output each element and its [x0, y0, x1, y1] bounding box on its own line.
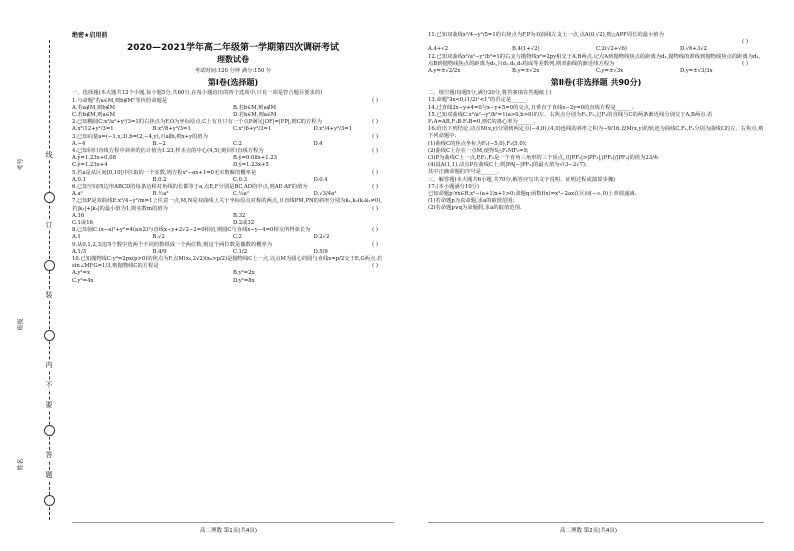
- option-a: A.a²: [72, 191, 83, 198]
- answer-paren: ( ): [372, 97, 378, 104]
- option-b: B.x²/8+y²/3=1: [152, 126, 191, 133]
- option-d: D.y²=8x: [233, 277, 255, 284]
- option-b: B.32: [233, 212, 246, 219]
- question-stem: 4.已知回归直线方程中斜率的估计值为1.23,样本点的中心(4,5),则回归直线方程为: [72, 147, 264, 154]
- option-d: D.x²/4+y²/3=1: [313, 126, 353, 133]
- option-c: C.y²=4x: [72, 277, 94, 284]
- option-c: C.1/2: [233, 248, 248, 255]
- option-a: A.1: [72, 234, 81, 241]
- option-b: B.4(1+√2): [512, 46, 540, 53]
- secret-mark: 绝密★启用前: [72, 32, 108, 39]
- option-c: C.y=±√3x: [596, 68, 624, 75]
- label-exam-number: 考号: [17, 158, 25, 171]
- option-a: A.−4: [72, 140, 86, 147]
- question-stem: 11.已知双曲线x²/4−y²/5=1的右焦点为F,P为双曲线左支上一点,点A(0,√2),则△APF周长的最小值为: [428, 32, 664, 38]
- option-c: C.1或16: [72, 220, 93, 226]
- answer-paren: ( ): [372, 183, 378, 190]
- footer-left: 高二理数 第1页(共4页): [200, 528, 258, 534]
- answer-paren: ( ): [372, 133, 378, 140]
- answer-paren: ( ): [372, 241, 378, 248]
- q17-line: 17.(本小题满分10分): [428, 183, 480, 190]
- question-stem: 6.已知空间四边形ABCD的每条边和对角线的长都等于a,点E,F分别是BC,AD的中点,则AE·AF的值为: [72, 183, 308, 190]
- option-d: D.5/9: [313, 248, 328, 255]
- footer-right: 高二理数 第2页(共4页): [560, 528, 618, 534]
- question-7: [72, 198, 394, 227]
- question-stem: 12.已知双曲线x²/a²−y²/b²=1的右支与抛物线x²=2py相交于A,B两点,记点A到抛物线焦点的距离为d₁,抛物线的准线到抛物线焦点的距离为d₂,点B到抛物线焦点的距离为d₃,且d₁,d₂,d₃构成等差数列,则双曲线的渐近线方程为: [428, 53, 761, 67]
- part1-title: 第Ⅰ卷(选择题): [207, 78, 259, 88]
- question-stem: 3.已知向量a=(−1,x,3),b=(2,−4,y),且a∥b,则x+y的值为: [72, 133, 208, 140]
- option-d: D.√3/4a²: [313, 191, 337, 198]
- answer-paren: ( ): [372, 119, 378, 126]
- fill-item: (3)P为曲线C上一点,P,F₁,F₂是一个直角三角形的三个顶点,且|PF₁|>|PF₂|,|PF₁|/|PF₂|的值为23/4;: [428, 154, 660, 161]
- option-a: A.0.1: [72, 176, 86, 183]
- solve-intro: 三、解答题(本大题共6小题,共70分,解答应写出文字说明、证明过程或演算步骤): [428, 176, 616, 183]
- seal-char-zhuang: 装: [42, 290, 56, 300]
- answer-paren: ( ): [372, 227, 378, 234]
- option-a: A.16: [72, 212, 85, 219]
- option-a: A.x²/12+y²/3=1: [72, 126, 114, 133]
- option-a: A.y²=x: [72, 270, 91, 277]
- option-d: D.2√2: [313, 234, 330, 241]
- question-list: [72, 98, 394, 285]
- option-b: B.4/9: [152, 248, 167, 255]
- question-12: [428, 54, 764, 76]
- question-stem: 5.若a是从区间[0,10]中任取的一个实数,则方程x²−ax+1=0无实数解的概率是: [72, 169, 257, 176]
- option-a: A.4+√2: [428, 46, 449, 53]
- option-c: C.若b∉M,则a∈M: [72, 111, 116, 118]
- option-c: C.¼a²: [233, 191, 249, 198]
- right-column: [428, 32, 764, 213]
- binding-strip: [0, 0, 66, 551]
- q17-line: 已知命题p:∀x∈R,x²−(a+1)x+1>0;命题q:函数f(x)=x²−2ax在区间(−∞,0)上单调递减.: [428, 190, 637, 197]
- option-b: B.若b∈M,则a∉M: [233, 104, 277, 111]
- fill-item: 14.过直线2x−y+4=0与x−y+5=0的交点,且垂直于直线x−2y=0的直线方程是______.: [428, 104, 634, 111]
- seal-circle-2: [44, 260, 55, 271]
- answer-paren: ( ): [372, 169, 378, 176]
- option-d: D.若b∈M,则a∈M: [233, 111, 277, 118]
- warn-char-3: 要: [42, 400, 56, 410]
- answer-paren: ( ): [372, 205, 378, 212]
- footer-rule-left: [72, 522, 394, 523]
- fill-item: (1)曲线C的焦点坐标为F₁(−5,0),F₂(5,0);: [428, 140, 527, 147]
- option-d: D.y=±√3/3x: [680, 68, 713, 75]
- seal-circle-1: [44, 192, 55, 203]
- question-17: [428, 184, 764, 213]
- option-b: B.½a²: [152, 191, 169, 198]
- question-3: [72, 134, 394, 148]
- warn-char-5: 题: [42, 470, 56, 480]
- question-2: [72, 119, 394, 133]
- label-class: 班级: [17, 318, 25, 331]
- question-6: [72, 184, 394, 198]
- answer-paren: ( ): [372, 263, 378, 270]
- option-b: B.√2: [152, 234, 165, 241]
- warn-char-4: 答: [42, 450, 56, 460]
- fill-list: [428, 97, 764, 176]
- question-4: [72, 148, 394, 170]
- option-c: C.2: [233, 140, 242, 147]
- option-b: B.ŷ=0.08x+1.23: [233, 155, 278, 162]
- option-b: B.0.2: [152, 176, 167, 183]
- option-a: A.ŷ=1.23x+0.08: [72, 155, 116, 162]
- answer-paren: ( ): [742, 60, 748, 67]
- option-d: D.√6+3√2: [680, 46, 708, 53]
- left-column: [72, 32, 394, 285]
- question-stem: 9.从0,1,2,3这四个数中选两个不同的数组成一个两位数,则这个两位数是偶数的概率为: [72, 241, 273, 248]
- option-d: D.2或32: [233, 220, 255, 226]
- fill-item: 16.给出下列结论,动点M(x,y)分别到两定点(−4,0),(4,0)连线的斜率之积为−9/16,设M(x,y)的轨迹为曲线C,F₁,F₂分别为曲线C的左、右焦点,则下列命题中:: [428, 126, 764, 140]
- question-10: [72, 256, 394, 285]
- option-c: C.x²/6+y²/3=1: [233, 126, 272, 133]
- question-5: [72, 170, 394, 184]
- option-a: A.若a∉M,则b∉M: [72, 104, 116, 111]
- fill-item: (2)曲线C上存在一点M,使得S△F₁MF₂=9;: [428, 147, 529, 154]
- seal-circle-3: [44, 330, 55, 341]
- option-c: C.0.3: [233, 176, 247, 183]
- question-stem: 10.已知抛物线C:y²=2px(p>0)的焦点为F,点M(x₀,2√2)(x₀>p/2)是抛物线C上一点,以点M为圆心的圆与直线x=p/2交于E,G两点,若sin∠MFG=1/3,则抛物线C的方程是: [72, 256, 383, 270]
- option-b: B.−2: [152, 140, 166, 147]
- part2-title: 第Ⅱ卷(非选择题 共90分): [550, 78, 642, 88]
- question-9: [72, 242, 394, 256]
- warn-char-2: 不: [42, 380, 56, 390]
- part1-intro: 一、选择题(本大题共12个小题,每小题5分,共60分,在每小题给出的四个选项中,只有一项是符合题目要求的): [72, 90, 323, 97]
- fill-item: 其中正确命题的序号是______.: [428, 169, 499, 176]
- fill-intro: 二、填空题(每题5分,满分20分,将答案填在答题纸上): [428, 90, 552, 97]
- question-stem: 8.已知圆C:(x−a)²+y²=4(a≥2)与直线x−y+2√2−2=0相切,则圆C与直线x−y−4=0相交所得弦长为: [72, 227, 311, 234]
- exam-subject: 理数试卷: [217, 55, 249, 65]
- question-stem: 2.已知椭圆C:x²/a²+y²/3=1的右焦点为F,O为坐标原点,C上有且只有一个点P满足|OF|=|FP|,则C的方程为: [72, 119, 322, 126]
- fill-item: 15.已知双曲线C:x²/a²−y²/b²=1(a>0,b>0)的左、右焦点分别为F₁,F₂,过F₁的直线与C的两条渐近线分别交于A,B两点.若F₁A=AB,F₁B·F₂B=0,则C的离心率为______.: [428, 111, 713, 125]
- option-d: D.0.4: [313, 176, 328, 183]
- answer-paren: ( ): [742, 39, 748, 46]
- option-a: A.y=±√2/2x: [428, 68, 461, 75]
- option-c: C.ŷ=1.23x+4: [72, 162, 108, 169]
- exam-meta: 考试时间:120 分钟 满分:150 分: [194, 68, 272, 75]
- warn-char-1: 内: [42, 360, 56, 370]
- q17-line: (1)若命题p为真命题,求a的取值范围;: [428, 198, 515, 205]
- option-b: B.y²=2x: [233, 270, 255, 277]
- option-d: D.4: [313, 140, 323, 147]
- seal-char-xian: 线: [42, 150, 56, 160]
- fill-item: (4)设A(1,1),动点P在曲线C上,则|PA|−|PF₁|的最大值为√(3−2√7);: [428, 162, 587, 169]
- q17-line: (2)若命题p∨q为命题假,求a的取值范围.: [428, 205, 522, 212]
- option-d: D.ŷ=1.23x+5: [233, 162, 269, 169]
- exam-title: 2020—2021学年高二年级第一学期第四次调研考试: [126, 43, 340, 54]
- seal-char-ding: 订: [42, 220, 56, 230]
- answer-paren: ( ): [372, 147, 378, 154]
- label-name: 姓名: [17, 458, 25, 471]
- question-11: [428, 32, 764, 54]
- footer-rule-right: [428, 522, 764, 523]
- cut-line: [49, 40, 50, 520]
- option-c: C.2(√2+√6): [596, 46, 627, 53]
- option-a: A.1/3: [72, 248, 87, 255]
- option-c: C.2: [233, 234, 242, 241]
- question-stem: 1.与命题"若a∈M,则b∉M"等价的命题是: [72, 97, 168, 104]
- option-b: B.y=±√2x: [512, 68, 540, 75]
- seal-circle-4: [44, 425, 55, 436]
- question-1: [72, 98, 394, 120]
- fill-item: 13.命题"∃x<0,(1/2)ˣ<1"的否定是______.: [428, 97, 529, 104]
- seal-circle-5: [44, 495, 55, 506]
- question-8: [72, 227, 394, 241]
- question-stem: 7.已知P是双曲线E:x²/4−y²/m=1上任意一点,M,N是双曲线上关于坐标原点对称的两点,且直线PM,PN的斜率分别为k₁,k₂(k₁k₂≠0),若|k₁|+|k₂|的最小值为1,则实数m的值为: [72, 198, 383, 212]
